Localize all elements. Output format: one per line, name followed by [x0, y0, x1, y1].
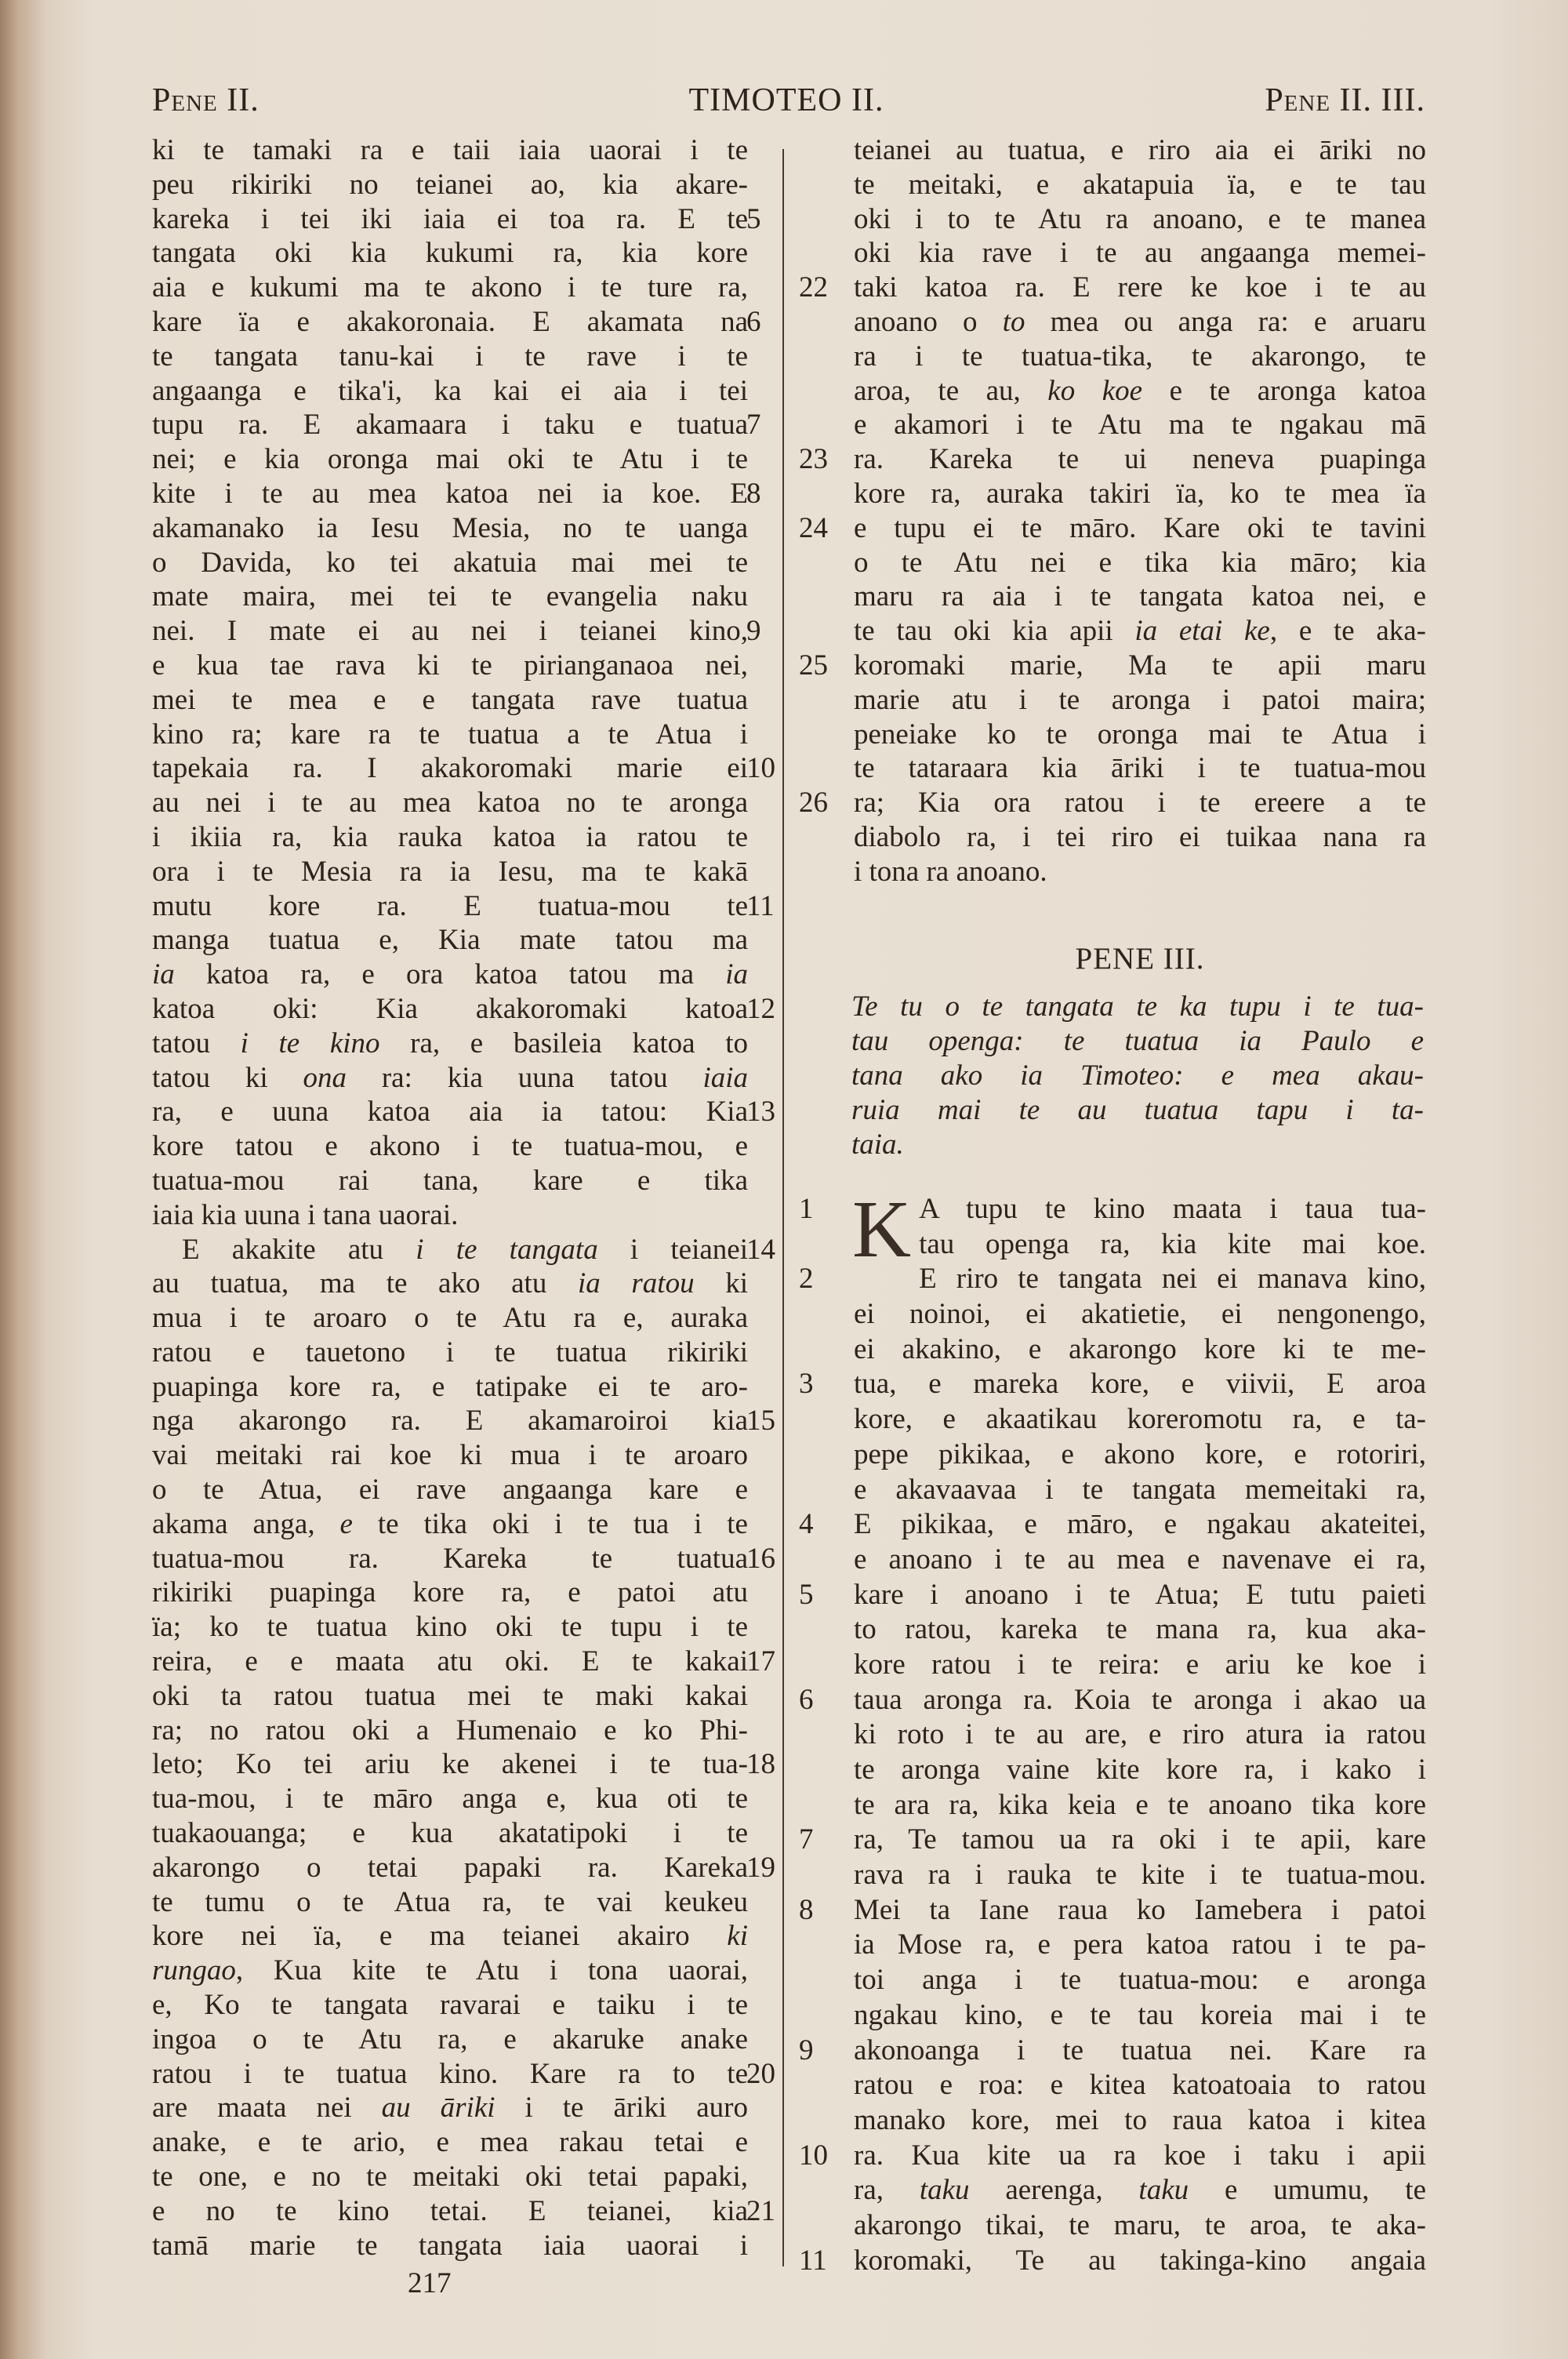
line-text: mua i te aroaro o te Atu ra e, auraka — [152, 1302, 748, 1335]
line-text: ra. Kua kite ua ra koe i taku i apii — [854, 2139, 1426, 2172]
text-line — [854, 614, 1426, 649]
text-line — [854, 1648, 1426, 1683]
text-line — [152, 1198, 748, 1233]
line-text: te one, e no te meitaki oki tetai papaki, — [152, 2161, 748, 2194]
text-line — [152, 718, 748, 752]
line-text: e tupu ei te māro. Kare oki te tavini — [854, 511, 1426, 544]
summary-line: ruia mai te au tuatua tapu i ta- — [851, 1094, 1424, 1126]
text-line — [152, 1679, 748, 1714]
line-text: ra, Te tamou ua ra oki i te apii, kare — [854, 1823, 1426, 1856]
text-line — [854, 374, 1426, 409]
line-text: ra i te tuatua-tika, te akarongo, te — [854, 340, 1426, 373]
line-text: rungao, Kua kite te Atu i tona uaorai, — [152, 1954, 748, 1987]
text-line — [152, 1164, 748, 1198]
text-line — [854, 340, 1426, 374]
text-line — [854, 202, 1426, 237]
text-line — [799, 271, 1426, 305]
line-text: tupu ra. E akamaara i taku e tuatua — [152, 409, 748, 442]
line-text: tatou i te kino ra, e basileia katoa to — [152, 1027, 748, 1060]
verse-number: 13 — [746, 1096, 775, 1129]
text-line — [152, 477, 761, 511]
line-text: maru ra aia i te tangata katoa nei, e — [854, 580, 1426, 613]
line-text: tua, e mareka kore, e viivii, E aroa — [854, 1368, 1426, 1401]
text-line — [854, 1858, 1426, 1893]
line-text: katoa oki: Kia akakoromaki katoa — [152, 992, 748, 1025]
text-line — [152, 820, 748, 855]
text-line — [152, 614, 761, 649]
verse-number: 6 — [746, 305, 761, 338]
text-line — [152, 168, 748, 202]
text-line — [799, 2139, 1426, 2174]
line-text: kore, e akaatikau koreromotu ra, e ta- — [854, 1403, 1426, 1436]
verse-number: 8 — [746, 477, 761, 510]
verse-number: 14 — [746, 1233, 775, 1266]
text-line — [854, 477, 1426, 511]
text-line — [854, 1332, 1426, 1368]
line-text: akamanako ia Iesu Mesia, no te uanga — [152, 511, 748, 544]
text-line — [152, 1438, 748, 1473]
line-text: ra, e uuna katoa aia ia tatou: Kia — [152, 1096, 748, 1129]
text-line — [799, 649, 1426, 683]
line-text: mate maira, mei tei te evangelia naku — [152, 580, 748, 613]
line-text: reira, e e maata atu oki. E te kakai — [152, 1645, 748, 1678]
text-line — [152, 1404, 775, 1438]
line-text: rava ra i rauka te kite i te tuatua-mou. — [854, 1859, 1426, 1892]
text-line — [152, 2125, 748, 2160]
text-line — [799, 1578, 1426, 1613]
text-line — [854, 1543, 1426, 1578]
text-line — [152, 855, 748, 889]
running-header-left: Pene II. — [152, 82, 260, 118]
text-line — [854, 133, 1426, 168]
line-text: tangata oki kia kukumi ra, kia kore — [152, 237, 748, 270]
line-text: ratou i te tuatua kino. Kare ra to te — [152, 2057, 748, 2090]
line-text: leto; Ko tei ariu ke akenei i te tua- — [152, 1748, 748, 1781]
text-line — [152, 1027, 748, 1061]
line-text: peneiake ko te oronga mai te Atua i — [854, 718, 1426, 751]
text-line — [152, 1473, 748, 1507]
line-text: aia e kukumi ma te akono i te ture ra, — [152, 271, 748, 304]
verse-number: 10 — [799, 2139, 828, 2172]
text-line — [799, 511, 1426, 546]
line-text: tuakaouanga; e kua akatatipoki i te — [152, 1817, 748, 1850]
line-text: koromaki marie, Ma te apii maru — [854, 649, 1426, 682]
text-line — [152, 1542, 775, 1576]
text-line — [152, 2229, 748, 2263]
line-text: te tangata tanu-kai i te rave i te — [152, 340, 748, 373]
text-line — [854, 1788, 1426, 1823]
text-line — [152, 2194, 775, 2229]
line-text: kore nei ïa, e ma teianei akairo ki — [152, 1920, 748, 1953]
drop-cap: K — [852, 1184, 912, 1274]
line-text: ingoa o te Atu ra, e akaruke anake — [152, 2023, 748, 2055]
line-text: akarongo tikai, te maru, te aroa, te aka- — [854, 2208, 1426, 2241]
text-line — [152, 1301, 748, 1336]
text-line — [854, 305, 1426, 340]
text-line — [799, 1893, 1426, 1928]
text-line — [152, 1507, 748, 1542]
verse-number: 16 — [746, 1542, 775, 1575]
line-text: ei noinoi, ei akatietie, ei nengonengo, — [854, 1298, 1426, 1331]
line-text: au nei i te au mea katoa no te aronga — [152, 787, 748, 820]
line-text: kore ratou i te reira: e ariu ke koe i — [854, 1648, 1426, 1681]
text-line — [854, 683, 1426, 718]
verse-number: 10 — [746, 752, 775, 785]
line-text: ora i te Mesia ra ia Iesu, ma te kakā — [152, 855, 748, 888]
text-line — [152, 305, 761, 340]
text-line — [854, 546, 1426, 580]
text-line — [152, 649, 748, 683]
line-text: ngakau kino, e te tau koreia mai i te — [854, 1998, 1426, 2031]
line-text: tatou ki ona ra: kia uuna tatou iaia — [152, 1061, 749, 1094]
line-text: ratou e tauetono i te tuatua rikiriki — [152, 1336, 748, 1369]
text-line — [152, 202, 761, 237]
verse-number: 1 — [799, 1193, 814, 1225]
line-text: akonoanga i te tuatua nei. Kare ra — [854, 2034, 1426, 2066]
text-line — [152, 408, 761, 442]
line-text: tuatua-mou rai tana, kare e tika — [152, 1164, 748, 1197]
verse-number: 22 — [799, 271, 828, 304]
line-text: kore tatou e akono i te tuatua-mou, e — [152, 1130, 748, 1163]
verse-number: 9 — [746, 615, 761, 648]
line-text: kare ïa e akakoronaia. E akamata na — [152, 305, 748, 338]
line-text: tapekaia ra. I akakoromaki marie ei — [152, 752, 748, 785]
text-line — [854, 1928, 1426, 1963]
text-line — [854, 1227, 1426, 1263]
line-text: are maata nei au āriki i te āriki auro — [152, 2092, 748, 2125]
line-text: tuatua-mou ra. Kareka te tuatua — [152, 1542, 748, 1575]
line-text: oki ta ratou tuatua mei te maki kakai — [152, 1679, 748, 1712]
text-line — [854, 1402, 1426, 1438]
text-line — [152, 236, 748, 271]
line-text: anoano o to mea ou anga ra: e aruaru — [854, 305, 1426, 338]
running-header-right: Pene II. III. — [1265, 82, 1425, 118]
text-line — [799, 1507, 1426, 1543]
text-line — [152, 580, 748, 614]
text-line — [152, 1233, 775, 1267]
right-text-column-chapter-3 — [799, 1184, 1427, 2278]
verse-number: 19 — [746, 1851, 775, 1884]
text-line — [854, 408, 1426, 442]
text-line — [152, 683, 748, 718]
text-line — [152, 340, 748, 374]
line-text: te tataraara kia āriki i te tuatua-mou — [854, 752, 1426, 785]
text-line — [152, 2091, 748, 2125]
text-line — [152, 1370, 748, 1405]
chapter-summary — [851, 990, 1424, 1162]
text-line — [854, 1612, 1426, 1648]
verse-number: 5 — [799, 1578, 814, 1611]
line-text: puapinga kore ra, e tatipake ei te aro- — [152, 1370, 748, 1403]
line-text: e anoano i te au mea e navenave ei ra, — [854, 1543, 1426, 1576]
text-line — [152, 1747, 775, 1782]
text-line — [152, 1645, 775, 1679]
verse-number: 9 — [799, 2034, 814, 2066]
text-line — [152, 1782, 748, 1816]
line-text: vai meitaki rai koe ki mua i te aroaro — [152, 1439, 748, 1472]
verse-number: 15 — [746, 1405, 775, 1438]
line-text: au tuatua, ma te ako atu ia ratou ki — [152, 1267, 749, 1300]
text-line — [152, 1714, 748, 1748]
text-line — [152, 2023, 748, 2057]
line-text: ra. Kareka te ui neneva puapinga — [854, 443, 1426, 476]
chapter-heading: PENE III. — [1075, 942, 1205, 976]
line-text: kare i anoano i te Atua; E tutu paieti — [854, 1578, 1426, 1611]
verse-number: 25 — [799, 649, 828, 682]
text-line — [799, 1823, 1426, 1858]
line-text: manako kore, mei to raua katoa i kitea — [854, 2103, 1426, 2136]
line-text: manga tuatua e, Kia mate tatou ma — [152, 924, 748, 957]
line-text: ïa; ko te tuatua kino oki te tupu i te — [152, 1611, 748, 1644]
verse-number: 17 — [746, 1645, 775, 1678]
line-text: ia katoa ra, e ora katoa tatou ma ia — [152, 958, 748, 991]
text-line — [152, 992, 775, 1027]
text-line — [152, 1610, 748, 1645]
line-text: mutu kore ra. E tuatua-mou te — [152, 889, 748, 922]
text-line — [799, 1262, 1426, 1297]
verse-number: 3 — [799, 1368, 814, 1401]
text-line — [854, 1473, 1426, 1508]
text-line — [152, 442, 748, 477]
summary-line: tau openga: te tuatua ia Paulo e — [851, 1025, 1424, 1057]
text-line — [854, 2068, 1426, 2103]
verse-number: 20 — [746, 2057, 775, 2090]
line-text: kareka i tei iki iaia ei toa ra. E te — [152, 202, 748, 235]
text-line — [152, 1988, 748, 2023]
text-line — [854, 855, 1426, 889]
line-text: E riro te tangata nei ei manava kino, — [919, 1263, 1426, 1296]
line-text: taki katoa ra. E rere ke koe i te au — [854, 271, 1426, 304]
text-line — [152, 751, 775, 786]
text-line — [152, 1885, 748, 1920]
line-text: pepe pikikaa, e akono kore, e rotoriri, — [854, 1438, 1426, 1470]
line-text: peu rikiriki no teianei ao, kia akare- — [152, 168, 748, 201]
text-line — [854, 820, 1426, 855]
line-text: ki roto i te au are, e riro atura ia ratou — [854, 1718, 1426, 1751]
verse-number: 2 — [799, 1263, 814, 1296]
text-line — [799, 2034, 1426, 2069]
verse-number: 8 — [799, 1893, 814, 1926]
summary-line: tana ako ia Timoteo: e mea akau- — [851, 1060, 1424, 1092]
text-line — [152, 1816, 748, 1851]
text-line — [854, 2103, 1426, 2139]
text-line — [152, 1851, 775, 1885]
line-text: o te Atu nei e tika kia māro; kia — [854, 546, 1426, 579]
line-text: anake, e te ario, e mea rakau tetai e — [152, 2126, 748, 2159]
text-line — [854, 580, 1426, 614]
line-text: kore ra, auraka takiri ïa, ko te mea ïa — [854, 477, 1426, 510]
verse-number: 12 — [746, 992, 775, 1025]
verse-number: 7 — [746, 409, 761, 442]
line-text: e akavaavaa i te tangata memeitaki ra, — [854, 1473, 1426, 1506]
text-line — [854, 1963, 1426, 1998]
verse-number: 23 — [799, 443, 828, 476]
line-text: angaanga e tika'i, ka kai ei aia i tei — [152, 374, 748, 407]
line-text: te tau oki kia apii ia etai ke, e te aka- — [854, 615, 1427, 648]
text-line — [152, 511, 748, 546]
line-text: marie atu i te aronga i patoi maira; — [854, 683, 1426, 716]
text-line — [854, 236, 1426, 271]
line-text: i tona ra anoano. — [854, 855, 1047, 888]
left-text-column — [152, 133, 775, 2263]
summary-line: taia. — [851, 1129, 904, 1161]
verse-number: 11 — [799, 2244, 827, 2277]
line-text: ra; Kia ora ratou i te ereere a te — [854, 787, 1426, 820]
text-line — [152, 546, 748, 580]
text-line — [854, 1998, 1426, 2034]
line-text: ei akakino, e akarongo kore ki te me- — [854, 1332, 1426, 1365]
text-line — [152, 133, 748, 168]
running-header-title: TIMOTEO II. — [688, 82, 884, 118]
line-text: o te Atua, ei rave angaanga kare e — [152, 1474, 748, 1507]
line-text: ra; no ratou oki a Humenaio e ko Phi- — [152, 1714, 748, 1747]
line-text: tamā marie te tangata iaia uaorai i — [152, 2229, 748, 2262]
line-text: e kua tae rava ki te pirianganaoa nei, — [152, 649, 748, 682]
text-line — [854, 2208, 1426, 2244]
line-text: te meitaki, e akatapuia ïa, e te tau — [854, 168, 1426, 201]
verse-number: 21 — [746, 2194, 775, 2227]
line-text: to ratou, kareka te mana ra, kua aka- — [854, 1613, 1426, 1646]
line-text: ia Mose ra, e pera katoa ratou i te pa- — [854, 1928, 1426, 1961]
line-text: ratou e roa: e kitea katoatoaia to ratou — [854, 2069, 1426, 2102]
line-text: o Davida, ko tei akatuia mai mei te — [152, 546, 748, 579]
text-line — [152, 1129, 748, 1164]
text-line — [152, 1061, 748, 1096]
text-line — [152, 1267, 748, 1301]
text-line — [152, 1954, 748, 1988]
verse-number: 7 — [799, 1823, 814, 1856]
line-text: taua aronga ra. Koia te aronga i akao ua — [854, 1683, 1426, 1716]
right-text-column-chapter-2 — [799, 133, 1427, 889]
line-text: kite i te au mea katoa nei ia koe. E — [152, 477, 748, 510]
line-text: tua-mou, i te māro anga e, kua oti te — [152, 1783, 748, 1816]
text-line — [799, 442, 1426, 477]
line-text: oki i to te Atu ra anoano, e te manea — [854, 202, 1426, 235]
line-text: e, Ko te tangata ravarai e taiku i te — [152, 1989, 748, 2022]
line-text: oki kia rave i te au angaanga memei- — [854, 237, 1426, 270]
line-text: A tupu te kino maata i taua tua- — [919, 1193, 1426, 1225]
line-text: koromaki, Te au takinga-kino angaia — [854, 2244, 1426, 2277]
line-text: te aronga vaine kite kore ra, i kako i — [854, 1754, 1426, 1786]
text-line — [799, 786, 1426, 820]
text-line — [854, 1297, 1426, 1332]
line-text: teianei au tuatua, e riro aia ei āriki no — [854, 134, 1426, 166]
line-text: te tumu o te Atua ra, te vai keukeu — [152, 1885, 748, 1918]
line-text: toi anga i te tuatua-mou: e aronga — [854, 1964, 1426, 1997]
text-line — [152, 786, 748, 820]
verse-number: 24 — [799, 511, 828, 544]
text-line — [152, 1576, 748, 1610]
verse-number: 5 — [746, 202, 761, 235]
line-text: akama anga, e te tika oki i te tua i te — [152, 1507, 748, 1540]
line-text: Mei ta Iane raua ko Iamebera i patoi — [854, 1893, 1426, 1926]
line-text: E pikikaa, e māro, e ngakau akateitei, — [854, 1508, 1426, 1541]
summary-line: Te tu o te tangata te ka tupu i te tua- — [851, 990, 1424, 1023]
text-line — [152, 923, 748, 958]
text-line — [854, 751, 1426, 786]
text-line — [152, 958, 748, 992]
line-text: iaia kia uuna i tana uaorai. — [152, 1198, 459, 1231]
line-text: nei. I mate ei au nei i teianei kino, — [152, 615, 748, 648]
verse-number: 11 — [746, 889, 775, 922]
line-text: e akamori i te Atu ma te ngakau mā — [854, 409, 1426, 442]
line-text: akarongo o tetai papaki ra. Kareka — [152, 1851, 748, 1884]
verse-number: 4 — [799, 1508, 814, 1541]
line-text: rikiriki puapinga kore ra, e patoi atu — [152, 1576, 748, 1609]
text-line — [854, 1438, 1426, 1473]
text-line — [799, 2244, 1426, 2279]
line-text: ki te tamaki ra e taii iaia uaorai i te — [152, 134, 748, 166]
text-line — [854, 168, 1426, 202]
line-text: i ikiia ra, kia rauka katoa ia ratou te — [152, 820, 748, 853]
line-text: nga akarongo ra. E akamaroiroi kia — [152, 1405, 748, 1438]
verse-number: 26 — [799, 787, 828, 820]
text-line — [152, 2160, 748, 2194]
text-line — [152, 271, 748, 305]
verse-number: 18 — [746, 1748, 775, 1781]
text-line — [152, 1095, 775, 1129]
line-text: E akakite atu i te tangata i teianei — [182, 1233, 748, 1266]
text-line — [854, 1753, 1426, 1788]
line-text: te ara ra, kika keia e te anoano tika kore — [854, 1788, 1426, 1821]
text-line — [799, 1683, 1426, 1718]
text-line — [854, 718, 1426, 752]
line-text: nei; e kia oronga mai oki te Atu i te — [152, 443, 748, 476]
text-line — [854, 2173, 1426, 2208]
line-text: mei te mea e e tangata rave tuatua — [152, 683, 748, 716]
text-line — [152, 889, 775, 924]
line-text: diabolo ra, i tei riro ei tuikaa nana ra — [854, 820, 1426, 853]
column-divider — [782, 149, 784, 2266]
line-text: tau openga ra, kia kite mai koe. — [919, 1227, 1426, 1260]
text-line — [799, 1367, 1426, 1402]
text-line — [854, 1717, 1426, 1753]
line-text: ra, taku aerenga, taku e umumu, te — [854, 2174, 1427, 2207]
verse-number: 6 — [799, 1683, 814, 1716]
line-text: e no te kino tetai. E teianei, kia — [152, 2194, 748, 2227]
line-text: aroa, te au, ko koe e te aronga katoa — [854, 374, 1426, 407]
text-line — [152, 2057, 775, 2092]
text-line — [152, 1336, 748, 1370]
page-number: 217 — [408, 2267, 452, 2299]
text-line — [152, 1919, 748, 1954]
text-line — [152, 374, 748, 409]
line-text: kino ra; kare ra te tuatua a te Atua i — [152, 718, 748, 751]
